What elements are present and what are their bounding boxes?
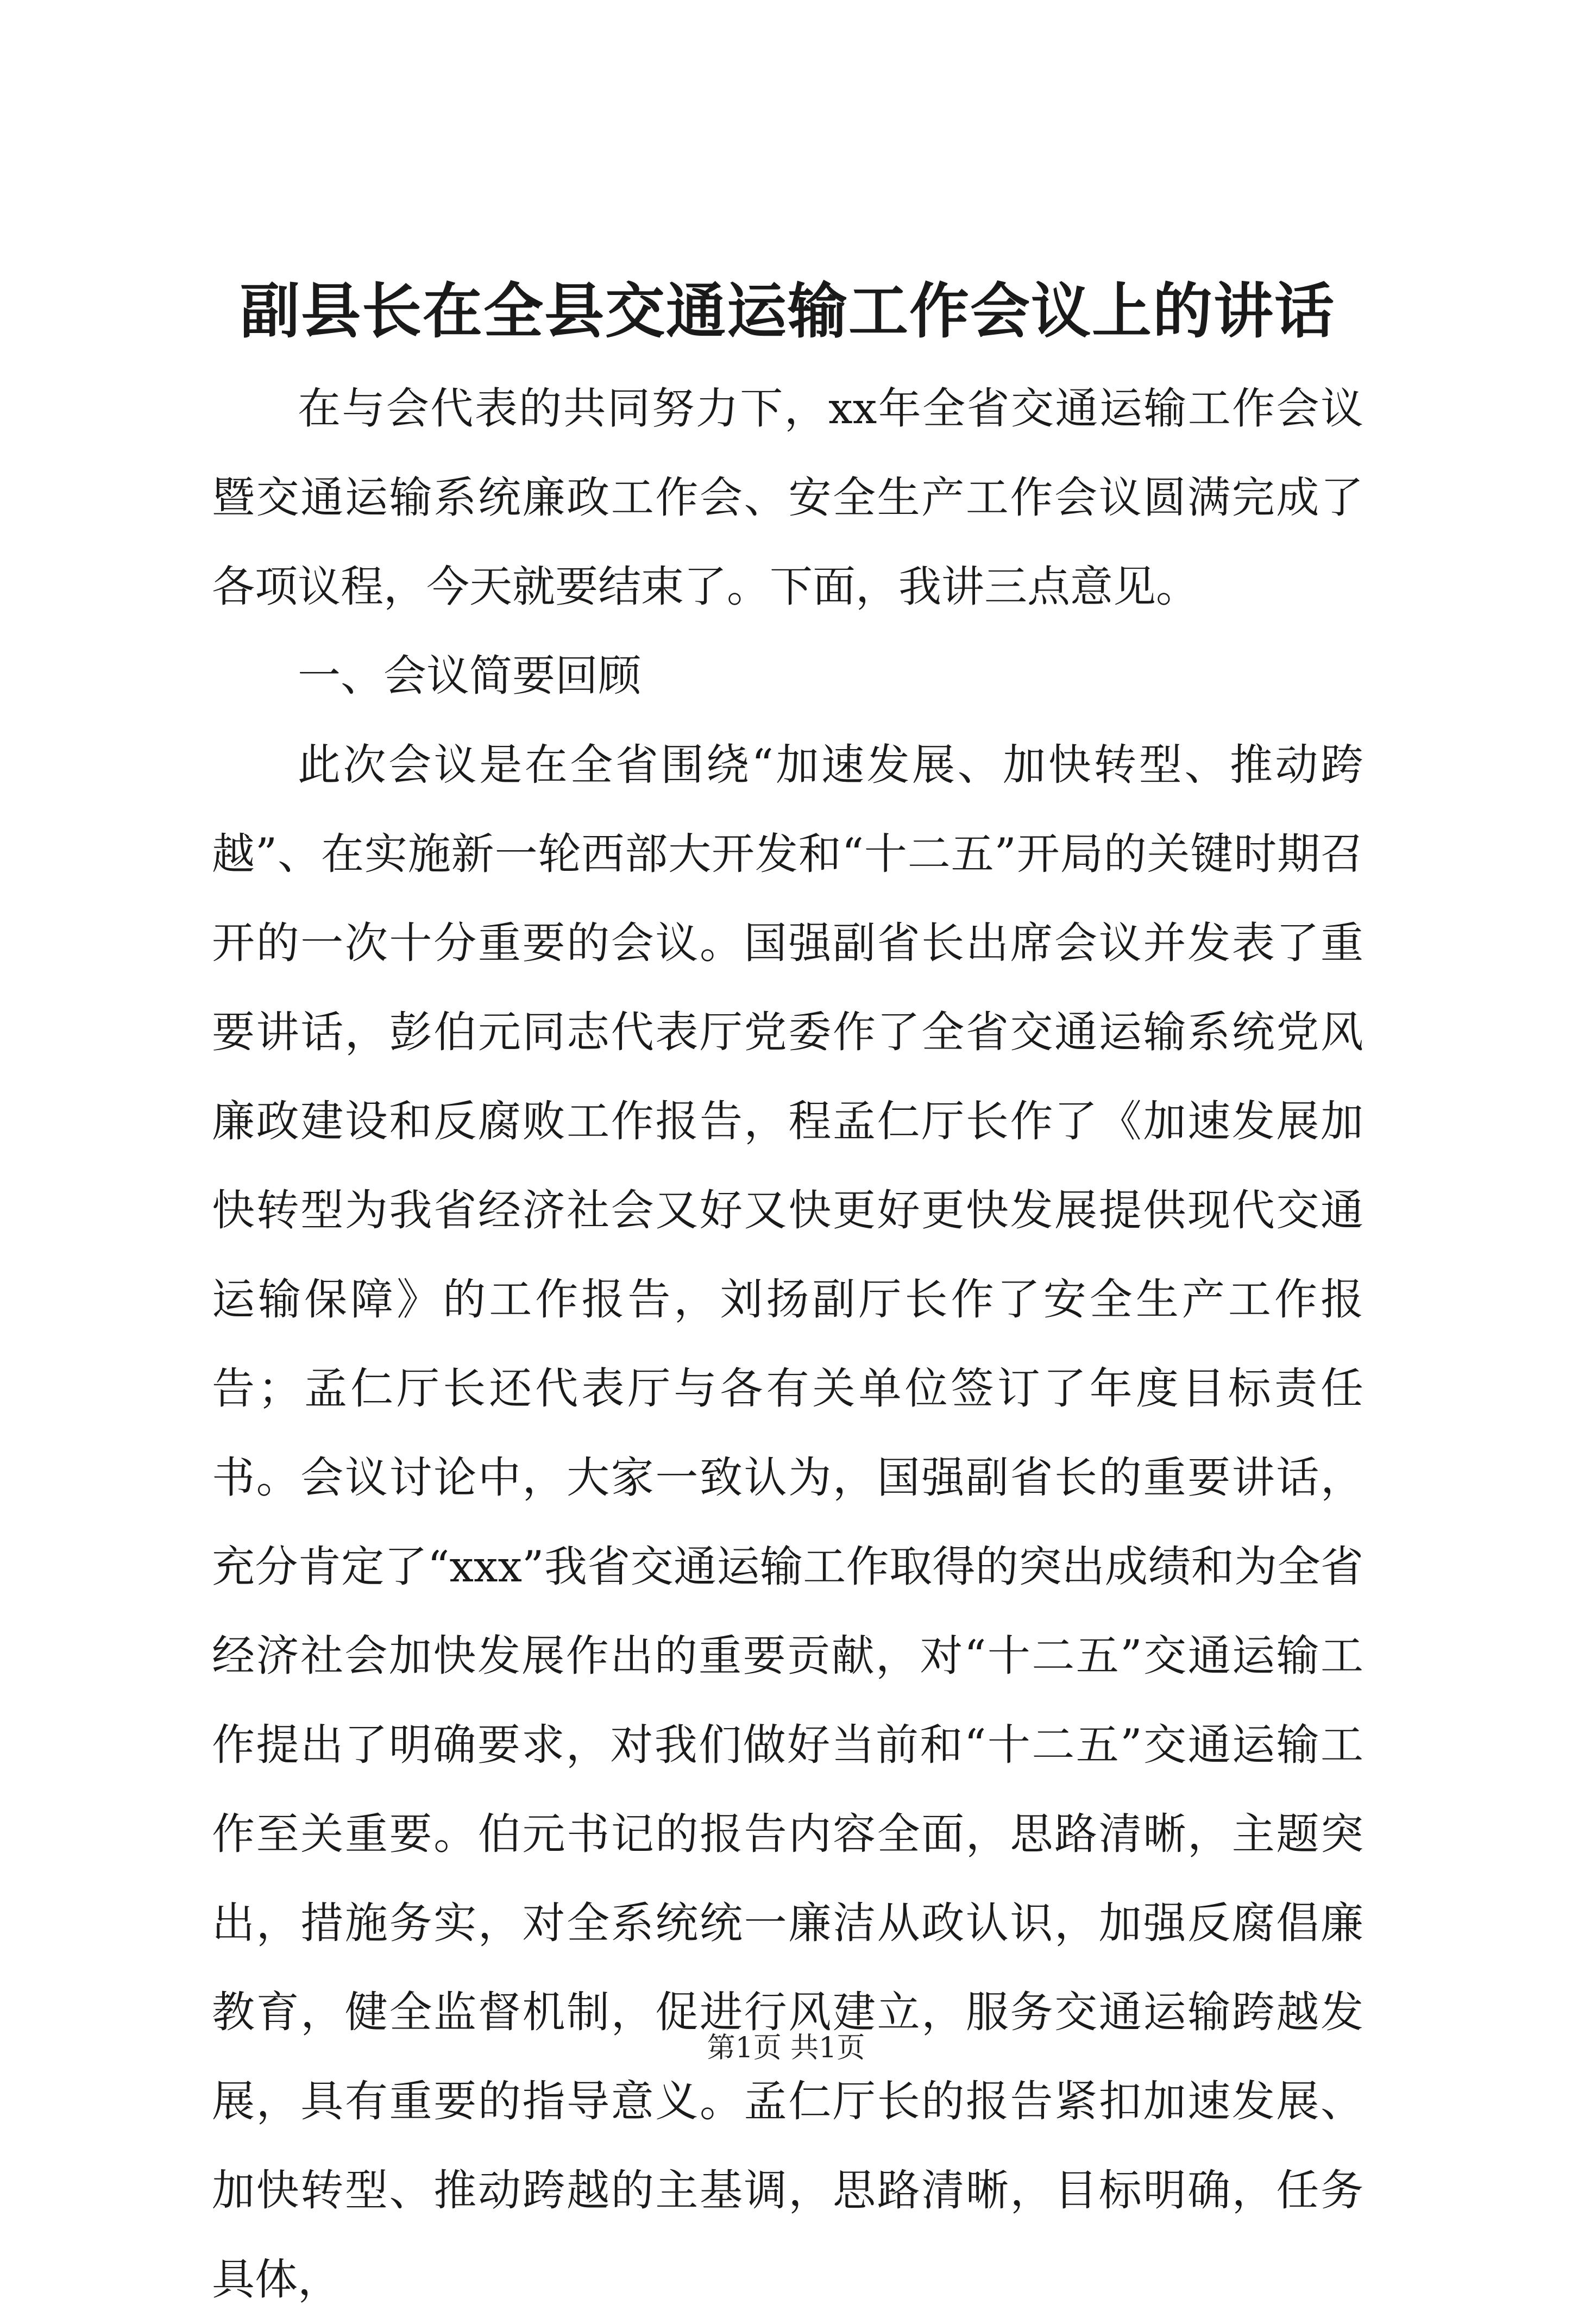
paragraph-review: 此次会议是在全省围绕“加速发展、加快转型、推动跨越”、在实施新一轮西部大开发和“十二五”开局的关键时期召开的一次十分重要的会议。国强副省长出席会议并发表了重要讲话，彭伯元同志代表厅党委作了全省交通运输系统党风廉政建设和反腐败工作报告，程孟仁厅长作了《加速发展加快转型为我省经济社会又好又快更好更快发展提供现代交通运输保障》的工作报告，刘扬副厅长作了安全生产工作报告；孟仁厅长还代表厅与各有关单位签订了年度目标责任书。会议讨论中，大家一致认为，国强副省长的重要讲话，充分肯定了“xxx”我省交通运输工作取得的突出成绩和为全省经济社会加快发展作出的重要贡献，对“十二五”交通运输工作提出了明确要求，对我们做好当前和“十二五”交通运输工作至关重要。伯元书记的报告内容全面，思路清晰，主题突出，措施务实，对全系统统一廉洁从政认识，加强反腐倡廉教育，健全监督机制，促进行风建立，服务交通运输跨越发展，具有重要的指导意义。孟仁厅长的报告紧扣加速发展、加快转型、推动跨越的主基调，思路清晰，目标明确，任务具体， xyxy=(212,740,1363,2304)
page-footer: 第1页 共1页 xyxy=(707,2032,865,2064)
paragraph-intro: 在与会代表的共同努力下，xx年全省交通运输工作会议暨交通运输系统廉政工作会、安全生产工作会议圆满完成了各项议程，今天就要结束了。下面，我讲三点意见。 xyxy=(212,384,1363,612)
page-title: 副县长在全县交通运输工作会议上的讲话 xyxy=(240,276,1335,346)
section-heading: 一、会议简要回顾 xyxy=(298,651,641,701)
